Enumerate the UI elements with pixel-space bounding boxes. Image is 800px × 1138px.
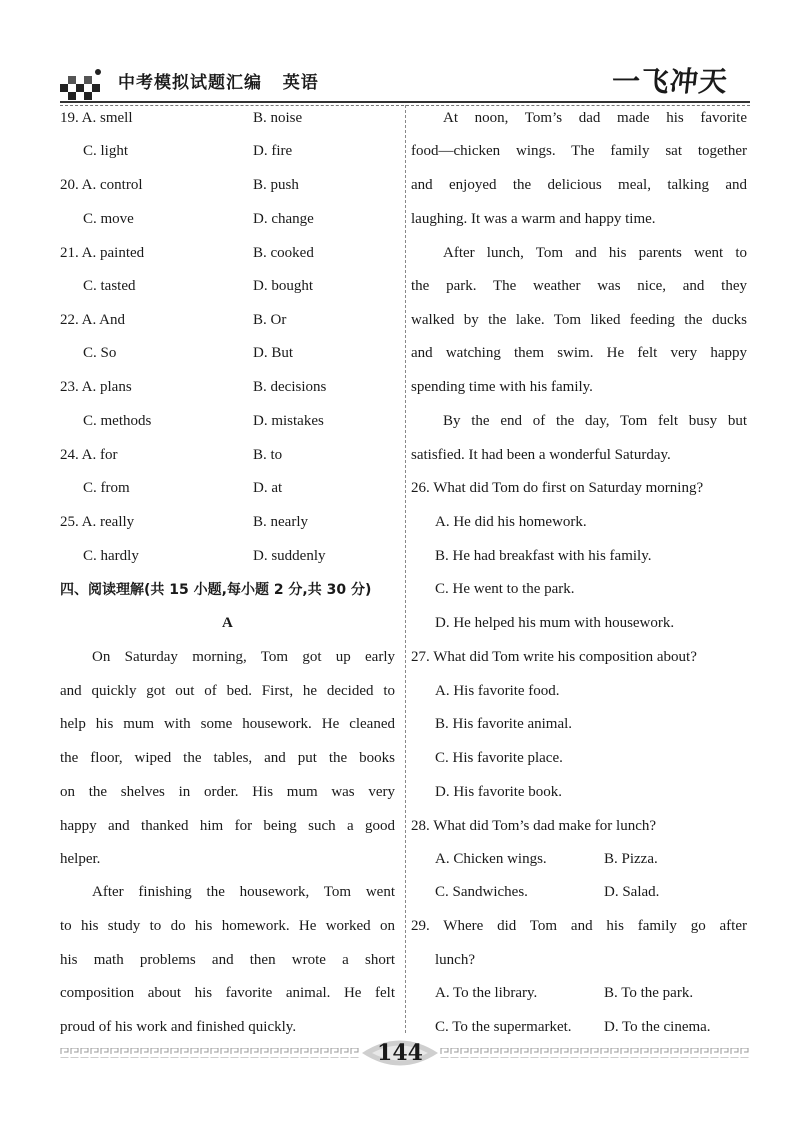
question-option: A. His favorite food. <box>435 683 560 699</box>
question-option: D. To the cinema. <box>604 1019 711 1035</box>
passage-line: satisfied. It had been a wonderful Saturday. <box>411 447 671 463</box>
option-row-right: D. But <box>253 345 294 361</box>
question-option: B. His favorite animal. <box>435 716 573 732</box>
option-row-right: D. bought <box>253 278 313 294</box>
column-divider <box>405 105 406 1033</box>
option-row-left: 20. A. control <box>60 177 143 193</box>
option-row-left: C. light <box>83 143 129 159</box>
passage-line: and enjoyed the delicious meal, talking and <box>411 177 747 193</box>
option-row-right: B. Or <box>253 312 287 328</box>
option-row-left: C. methods <box>83 413 152 429</box>
passage-letter: A <box>222 615 233 631</box>
option-row-left: C. So <box>83 345 117 361</box>
question-option: B. To the park. <box>604 985 694 1001</box>
question-stem: 29. Where did Tom and his family go after <box>411 918 747 934</box>
passage-line: the park. The weather was nice, and they <box>411 278 747 294</box>
option-row-right: D. mistakes <box>253 413 324 429</box>
option-row-right: B. push <box>253 177 299 193</box>
header-logo-icon <box>60 68 104 100</box>
footer-pattern-left <box>60 1046 360 1060</box>
passage-line: spending time with his family. <box>411 379 593 395</box>
header-title: 中考模拟试题汇编 英语 <box>118 73 319 93</box>
option-row-right: B. nearly <box>253 514 308 530</box>
passage-line: food—chicken wings. The family sat together <box>411 143 747 159</box>
passage-line: helper. <box>60 851 101 867</box>
question-option: D. His favorite book. <box>435 784 563 800</box>
question-option: B. Pizza. <box>604 851 658 867</box>
passage-line: the floor, wiped the tables, and put the books <box>60 750 395 766</box>
option-row-right: D. fire <box>253 143 293 159</box>
option-row-right: D. change <box>253 211 314 227</box>
question-option: C. He went to the park. <box>435 581 575 597</box>
option-row-right: D. suddenly <box>253 548 326 564</box>
passage-line: his math problems and then wrote a short <box>60 952 395 968</box>
option-row-right: B. cooked <box>253 245 314 261</box>
passage-line: laughing. It was a warm and happy time. <box>411 211 656 227</box>
option-row-left: 19. A. smell <box>60 110 133 126</box>
option-row-left: C. hardly <box>83 548 139 564</box>
section-heading: 四、阅读理解(共 15 小题,每小题 2 分,共 30 分) <box>60 582 372 598</box>
option-row-right: D. at <box>253 480 283 496</box>
brand-logo: 一飞冲天 <box>610 65 730 98</box>
option-row-left: 21. A. painted <box>60 245 145 261</box>
question-stem: 27. What did Tom write his composition about? <box>411 649 697 665</box>
question-stem: lunch? <box>435 952 475 968</box>
question-stem: 26. What did Tom do first on Saturday morning? <box>411 480 704 496</box>
passage-line: to his study to do his homework. He worked on <box>60 918 395 934</box>
page-number: 144 <box>377 1040 423 1066</box>
question-stem: 28. What did Tom’s dad make for lunch? <box>411 818 657 834</box>
question-option: B. He had breakfast with his family. <box>435 548 652 564</box>
option-row-left: C. from <box>83 480 130 496</box>
passage-line: help his mum with some housework. He cleaned <box>60 716 395 732</box>
passage-line: After finishing the housework, Tom went <box>92 884 395 900</box>
question-option: C. Sandwiches. <box>435 884 528 900</box>
option-row-right: B. noise <box>253 110 303 126</box>
passage-line: happy and thanked him for being such a good <box>60 818 395 834</box>
option-row-right: B. to <box>253 447 283 463</box>
passage-line: After lunch, Tom and his parents went to <box>443 245 747 261</box>
question-option: A. He did his homework. <box>435 514 587 530</box>
passage-line: On Saturday morning, Tom got up early <box>92 649 395 665</box>
passage-line: walked by the lake. Tom liked feeding the ducks <box>411 312 747 328</box>
passage-line: and watching them swim. He felt very happy <box>411 345 747 361</box>
question-option: A. Chicken wings. <box>435 851 547 867</box>
option-row-left: C. tasted <box>83 278 136 294</box>
passage-line: By the end of the day, Tom felt busy but <box>443 413 747 429</box>
option-row-left: 23. A. plans <box>60 379 132 395</box>
option-row-left: 22. A. And <box>60 312 126 328</box>
option-row-left: 25. A. really <box>60 514 135 530</box>
header-rule <box>60 101 750 103</box>
question-option: C. To the supermarket. <box>435 1019 572 1035</box>
option-row-right: B. decisions <box>253 379 327 395</box>
option-row-left: 24. A. for <box>60 447 118 463</box>
footer-pattern-right <box>440 1046 750 1060</box>
passage-line: proud of his work and finished quickly. <box>60 1019 297 1035</box>
option-row-left: C. move <box>83 211 134 227</box>
passage-line: At noon, Tom’s dad made his favorite <box>443 110 747 126</box>
question-option: A. To the library. <box>435 985 538 1001</box>
passage-line: and quickly got out of bed. First, he decided to <box>60 683 395 699</box>
passage-line: composition about his favorite animal. He felt <box>60 985 395 1001</box>
question-option: C. His favorite place. <box>435 750 563 766</box>
question-option: D. Salad. <box>604 884 660 900</box>
passage-line: on the shelves in order. His mum was very <box>60 784 395 800</box>
question-option: D. He helped his mum with housework. <box>435 615 675 631</box>
